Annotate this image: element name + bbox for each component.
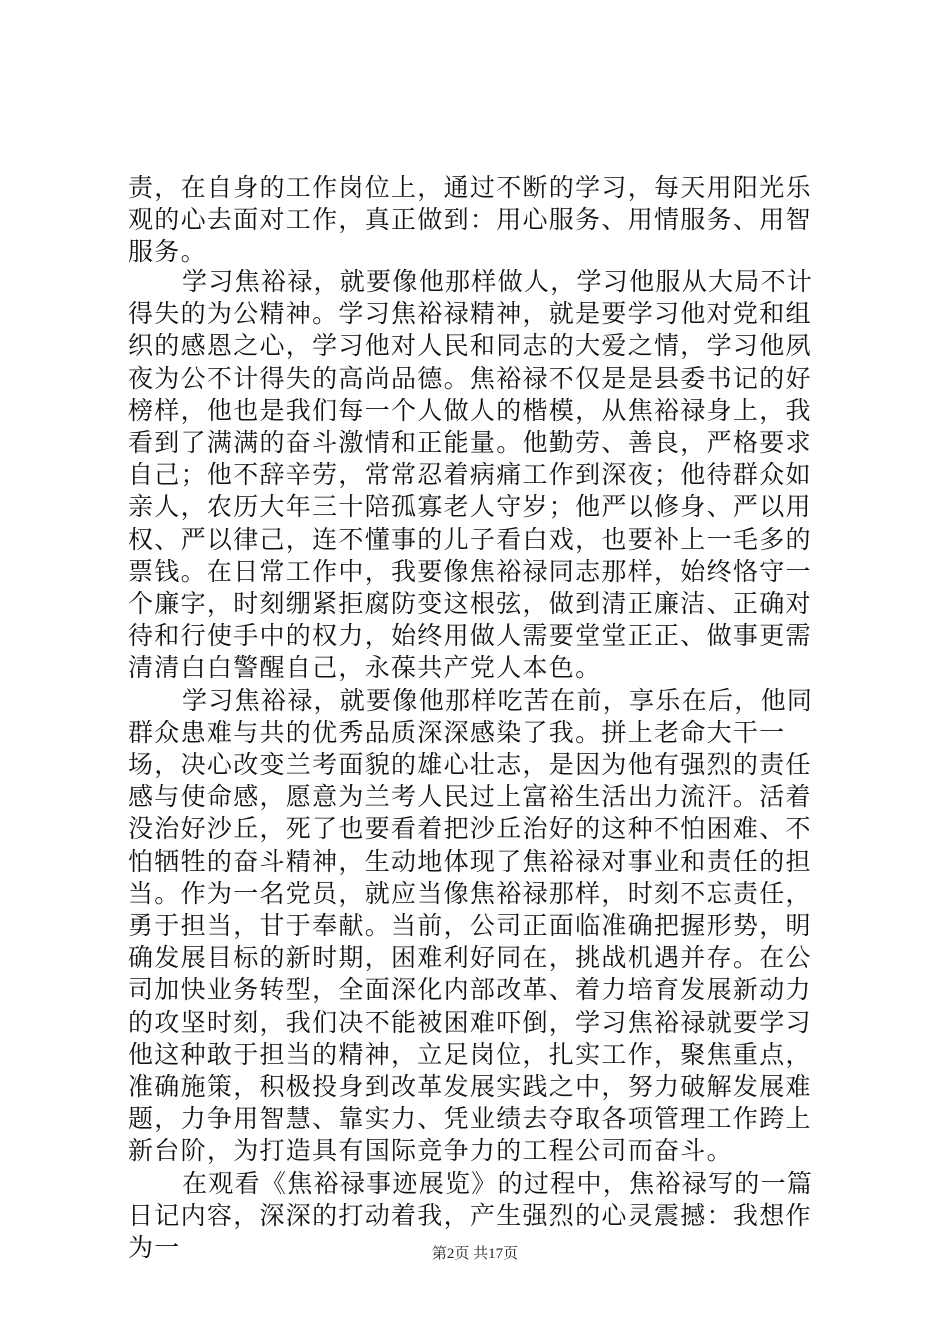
paragraph-continuation: 责，在自身的工作岗位上，通过不断的学习，每天用阳光乐观的心去面对工作，真正做到：用心服务、用情服务、用智服务。 <box>128 173 812 267</box>
document-body <box>128 266 828 1264</box>
document-body-top <box>128 172 828 269</box>
paragraph: 学习焦裕禄，就要像他那样吃苦在前，享乐在后，他同群众患难与共的优秀品质深深感染了我。拼上老命大干一场，决心改变兰考面貌的雄心壮志，是因为他有强烈的责任感与使命感，愿意为兰考人民过上富裕生活出力流汗。活着没治好沙丘，死了也要看着把沙丘治好的这种不怕困难、不怕牺牲的奋斗精神，生动地体现了焦裕禄对事业和责任的担当。作为一名党员，就应当像焦裕禄那样，时刻不忘责任，勇于担当，甘于奉献。当前，公司正面临准确把握形势，明确发展目标的新时期，困难利好同在，挑战机遇并存。在公司加快业务转型，全面深化内部改革、着力培育发展新动力的攻坚时刻，我们决不能被困难吓倒，学习焦裕禄就要学习他这种敢于担当的精神，立足岗位，扎实工作，聚焦重点，准确施策，积极投身到改革发展实践之中，努力破解发展难题，力争用智慧、靠实力、凭业绩去夺取各项管理工作跨上新台阶，为打造具有国际竞争力的工程公司而奋斗。 <box>128 685 814 1166</box>
page-footer: 第2页 共17页 <box>431 1246 519 1262</box>
paragraph: 学习焦裕禄，就要像他那样做人，学习他服从大局不计得失的为公精神。学习焦裕禄精神，就是要学习他对党和组织的感恩之心，学习他对人民和同志的大爱之情，学习他夙夜为公不计得失的高尚品德。焦裕禄不仅是是县委书记的好榜样，他也是我们每一个人做人的楷模，从焦裕禄身上，我看到了满满的奋斗激情和正能量。他勤劳、善良，严格要求自己；他不辞辛劳，常常忍着病痛工作到深夜；他待群众如亲人，农历大年三十陪孤寡老人守岁；他严以修身、严以用权、严以律己，连不懂事的儿子看白戏，也要补上一毛多的票钱。在日常工作中，我要像焦裕禄同志那样，始终恪守一个廉字，时刻绷紧拒腐防变这根弦，做到清正廉洁、正确对待和行使手中的权力，始终用做人需要堂堂正正、做事更需清清白白警醒自己，永葆共产党人本色。 <box>128 267 814 683</box>
paragraph: 在观看《焦裕禄事迹展览》的过程中，焦裕禄写的一篇日记内容，深深的打动着我，产生强烈的心灵震撼：我想作为一 <box>128 1168 814 1263</box>
